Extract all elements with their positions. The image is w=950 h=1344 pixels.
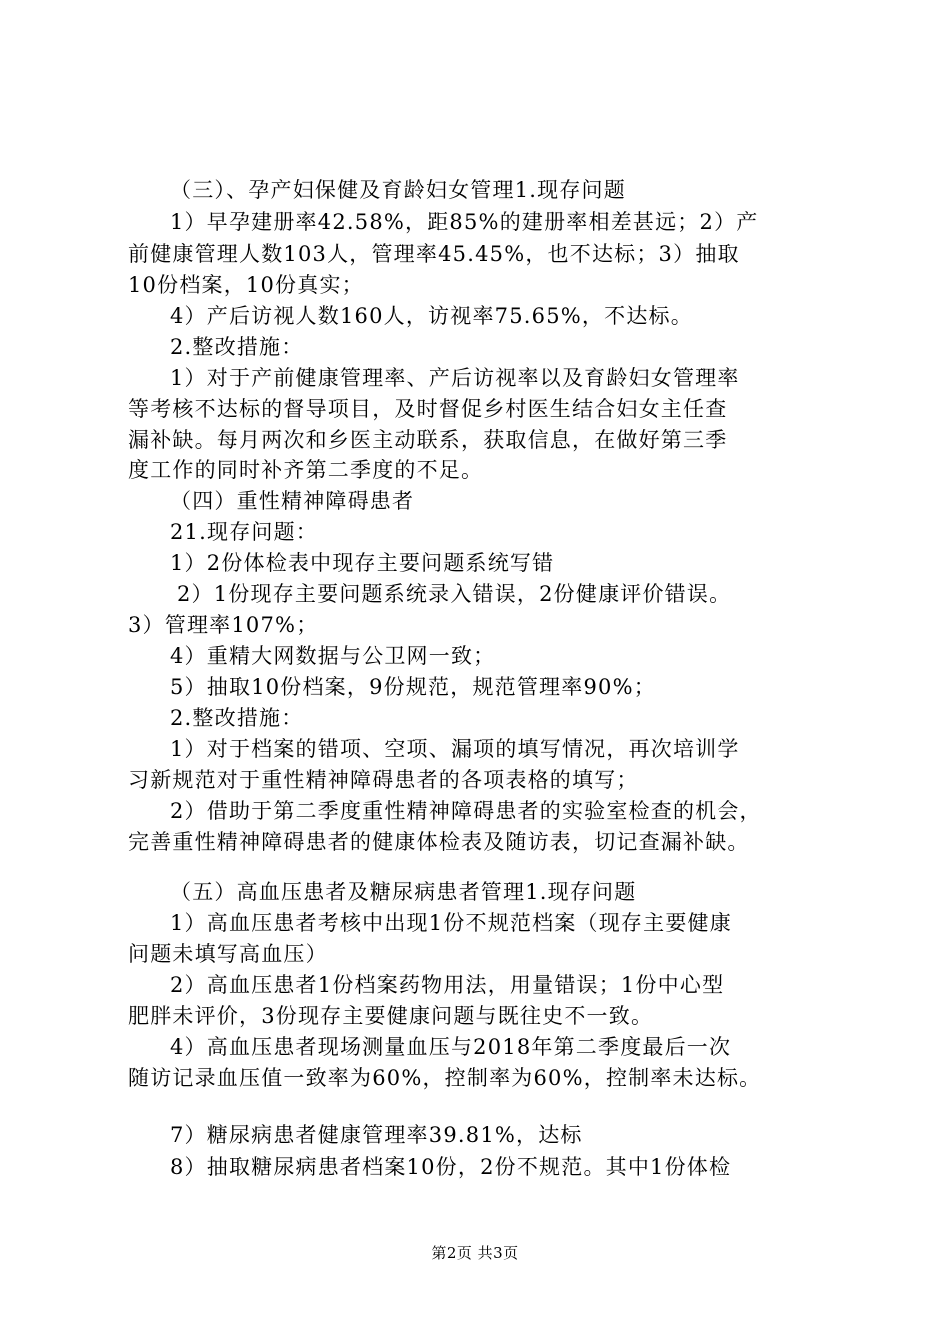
paragraph-line: 2）1份现存主要问题系统录入错误，2份健康评价错误。 xyxy=(177,582,732,606)
section-heading-maternal: （三）、孕产妇保健及育龄妇女管理1.现存问题 xyxy=(170,178,626,202)
subheading-measures: 2.整改措施： xyxy=(170,706,304,730)
paragraph-line: 2）高血压患者1份档案药物用法，用量错误；1份中心型 xyxy=(170,973,725,997)
paragraph-line: 等考核不达标的督导项目，及时督促乡村医生结合妇女主任查 xyxy=(128,397,728,421)
paragraph-line: 5）抽取10份档案，9份规范，规范管理率90%； xyxy=(170,675,656,699)
page-footer: 第2页 共3页 xyxy=(431,1244,519,1262)
paragraph-line: 3）管理率107%； xyxy=(128,613,319,637)
paragraph-line: 随访记录血压值一致率为60%，控制率为60%，控制率未达标。 xyxy=(128,1066,762,1090)
paragraph-line: 7）糖尿病患者健康管理率39.81%，达标 xyxy=(170,1123,583,1147)
paragraph-line: 1）高血压患者考核中出现1份不规范档案（现存主要健康 xyxy=(170,911,732,935)
paragraph-line: 1）对于档案的错项、空项、漏项的填写情况，再次培训学 xyxy=(170,737,740,761)
paragraph-line: 1）2份体检表中现存主要问题系统写错 xyxy=(170,551,555,575)
paragraph-line: 1）对于产前健康管理率、产后访视率以及育龄妇女管理率 xyxy=(170,366,740,390)
paragraph-line: 完善重性精神障碍患者的健康体检表及随访表，切记查漏补缺。 xyxy=(128,830,750,854)
paragraph-line: 肥胖未评价，3份现存主要健康问题与既往史不一致。 xyxy=(128,1004,654,1028)
subheading-measures: 2.整改措施： xyxy=(170,335,304,359)
section-heading-mental: （四）重性精神障碍患者 xyxy=(170,489,415,513)
paragraph-line: 前健康管理人数103人，管理率45.45%，也不达标；3）抽取 xyxy=(128,242,740,266)
paragraph-line: 2）借助于第二季度重性精神障碍患者的实验室检查的机会， xyxy=(170,799,762,823)
subheading-problems: 21.现存问题： xyxy=(170,520,318,544)
paragraph-line: 10份档案，10份真实； xyxy=(128,273,364,297)
paragraph-line: 4）高血压患者现场测量血压与2018年第二季度最后一次 xyxy=(170,1035,732,1059)
section-heading-hypertension: （五）高血压患者及糖尿病患者管理1.现存问题 xyxy=(170,880,637,904)
paragraph-line: 8）抽取糖尿病患者档案10份，2份不规范。其中1份体检 xyxy=(170,1155,732,1179)
paragraph-line: 度工作的同时补齐第二季度的不足。 xyxy=(128,458,484,482)
paragraph-line: 问题未填写高血压） xyxy=(128,942,328,966)
paragraph-line: 漏补缺。每月两次和乡医主动联系，获取信息，在做好第三季 xyxy=(128,428,728,452)
paragraph-line: 习新规范对于重性精神障碍患者的各项表格的填写； xyxy=(128,768,639,792)
paragraph-line: 4）产后访视人数160人，访视率75.65%，不达标。 xyxy=(170,304,693,328)
paragraph-line: 1）早孕建册率42.58%，距85%的建册率相差甚远；2）产 xyxy=(170,210,759,234)
paragraph-line: 4）重精大网数据与公卫网一致； xyxy=(170,644,496,668)
